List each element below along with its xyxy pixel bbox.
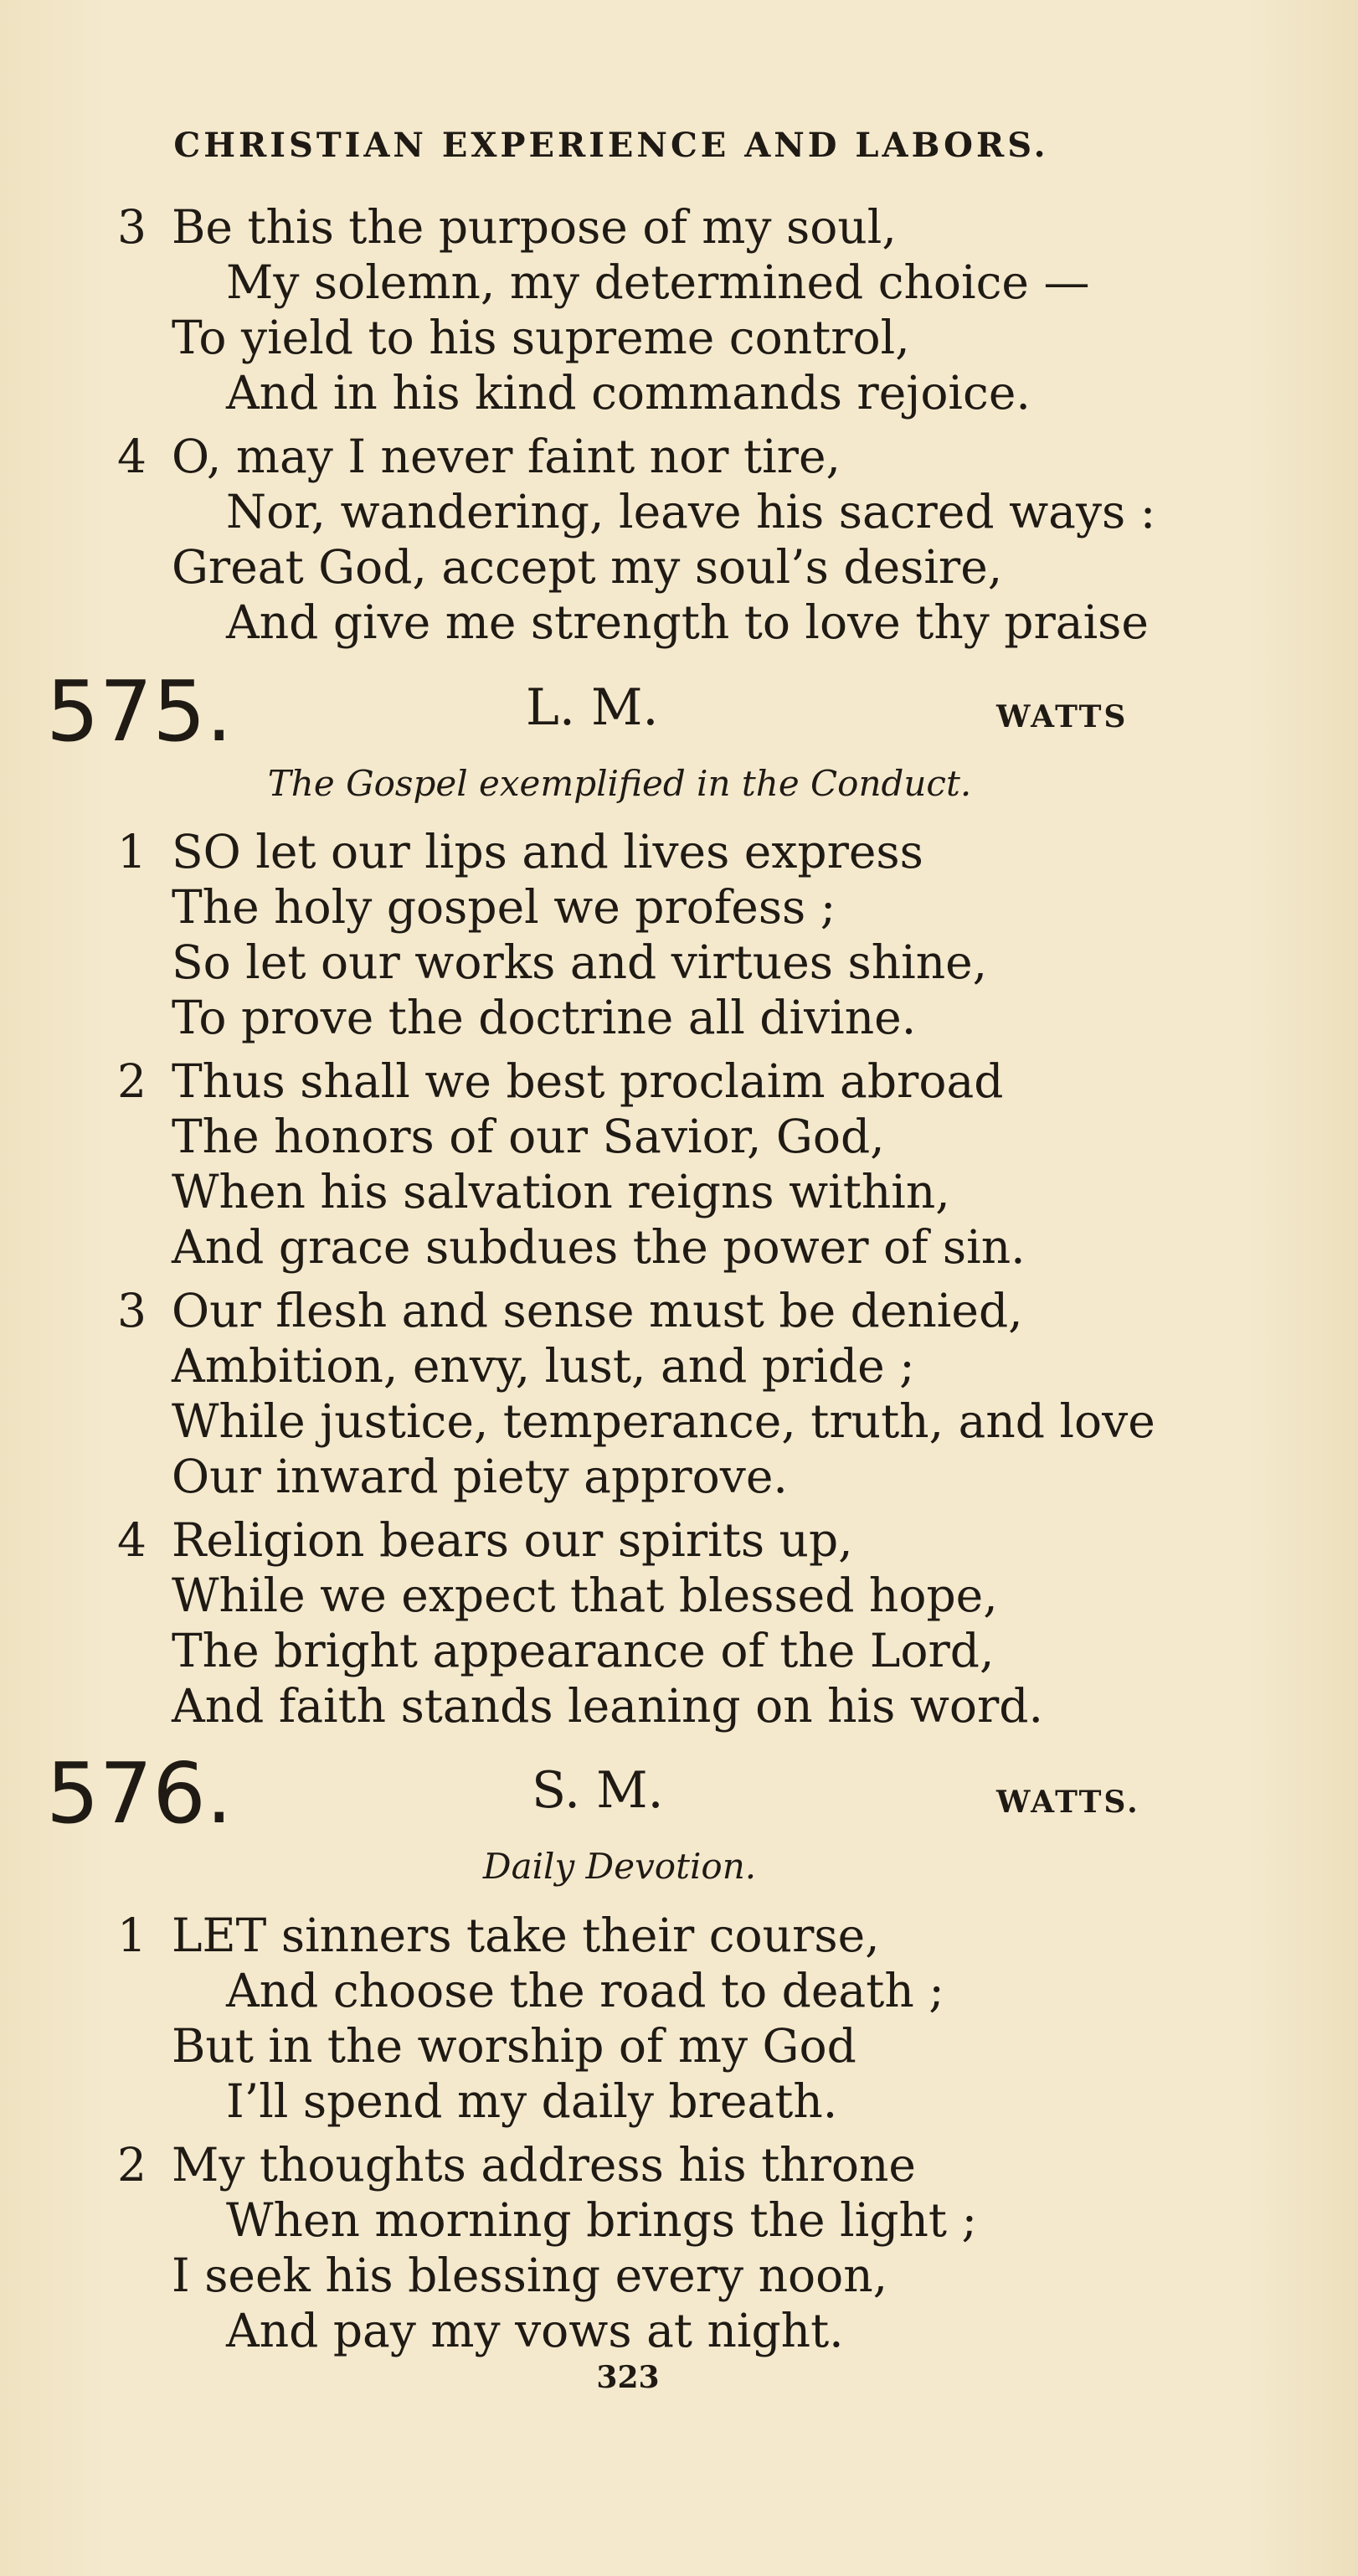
running-head: CHRISTIAN EXPERIENCE AND LABORS. <box>173 126 1049 165</box>
verse-line: And choose the road to death ; <box>226 1964 944 2017</box>
verse-number: 4 <box>117 1513 147 1567</box>
verse-line: When his salvation reigns within, <box>172 1165 950 1218</box>
page-number: 323 <box>596 2360 660 2395</box>
hymn-subtitle: The Gospel exemplified in the Conduct. <box>267 763 972 804</box>
hymn-meter: S. M. <box>532 1761 664 1820</box>
verse-line: When morning brings the light ; <box>226 2193 977 2247</box>
verse-line: While justice, temperance, truth, and love <box>172 1394 1155 1448</box>
verse-line: SO let our lips and lives express <box>172 825 923 878</box>
verse-line: And give me strength to love thy praise <box>226 595 1149 649</box>
verse-line: Religion bears our spirits up, <box>172 1513 853 1567</box>
hymn-number: 575. <box>46 662 233 760</box>
verse-line: And faith stands leaning on his word. <box>172 1679 1043 1733</box>
verse-line: And pay my vows at night. <box>226 2304 844 2357</box>
verse-number: 3 <box>117 200 147 254</box>
verse-line: Nor, wandering, leave his sacred ways : <box>226 485 1156 538</box>
hymn-author: WATTS. <box>996 1785 1140 1820</box>
verse-line: Thus shall we best proclaim abroad <box>172 1054 1004 1108</box>
hymn-meter: L. M. <box>526 678 659 737</box>
verse-line: And in his kind commands rejoice. <box>226 366 1031 420</box>
verse-line: LET sinners take their course, <box>172 1909 880 1962</box>
verse-line: Our inward piety approve. <box>172 1450 788 1503</box>
verse-line: But in the worship of my God <box>172 2019 856 2073</box>
verse-line: To prove the doctrine all divine. <box>172 991 917 1044</box>
verse-line: The bright appearance of the Lord, <box>172 1624 995 1677</box>
verse-line: My thoughts address his throne <box>172 2138 916 2192</box>
verse-number: 3 <box>117 1284 147 1337</box>
verse-line: And grace subdues the power of sin. <box>172 1220 1026 1274</box>
hymn-subtitle: Daily Devotion. <box>482 1846 757 1887</box>
verse-number: 1 <box>117 1909 147 1962</box>
verse-line: I’ll spend my daily breath. <box>226 2074 838 2128</box>
verse-line: To yield to his supreme control, <box>172 311 910 364</box>
verse-line: My solemn, my determined choice — <box>226 255 1090 309</box>
verse-line: I seek his blessing every noon, <box>172 2249 888 2302</box>
verse-number: 2 <box>117 2138 147 2192</box>
verse-line: The holy gospel we profess ; <box>172 880 836 934</box>
hymn-author: WATTS <box>996 699 1129 734</box>
verse-line: O, may I never faint nor tire, <box>172 430 841 483</box>
verse-line: So let our works and virtues shine, <box>172 935 988 989</box>
hymn-number: 576. <box>46 1744 233 1842</box>
verse-line: Great God, accept my soul’s desire, <box>172 540 1003 594</box>
verse-line: Ambition, envy, lust, and pride ; <box>172 1339 915 1393</box>
verse-line: The honors of our Savior, God, <box>172 1110 885 1163</box>
verse-number: 4 <box>117 430 147 483</box>
verse-number: 2 <box>117 1054 147 1108</box>
verse-number: 1 <box>117 825 147 878</box>
verse-line: While we expect that blessed hope, <box>172 1569 998 1622</box>
verse-line: Our flesh and sense must be denied, <box>172 1284 1023 1337</box>
verse-line: Be this the purpose of my soul, <box>172 200 897 254</box>
